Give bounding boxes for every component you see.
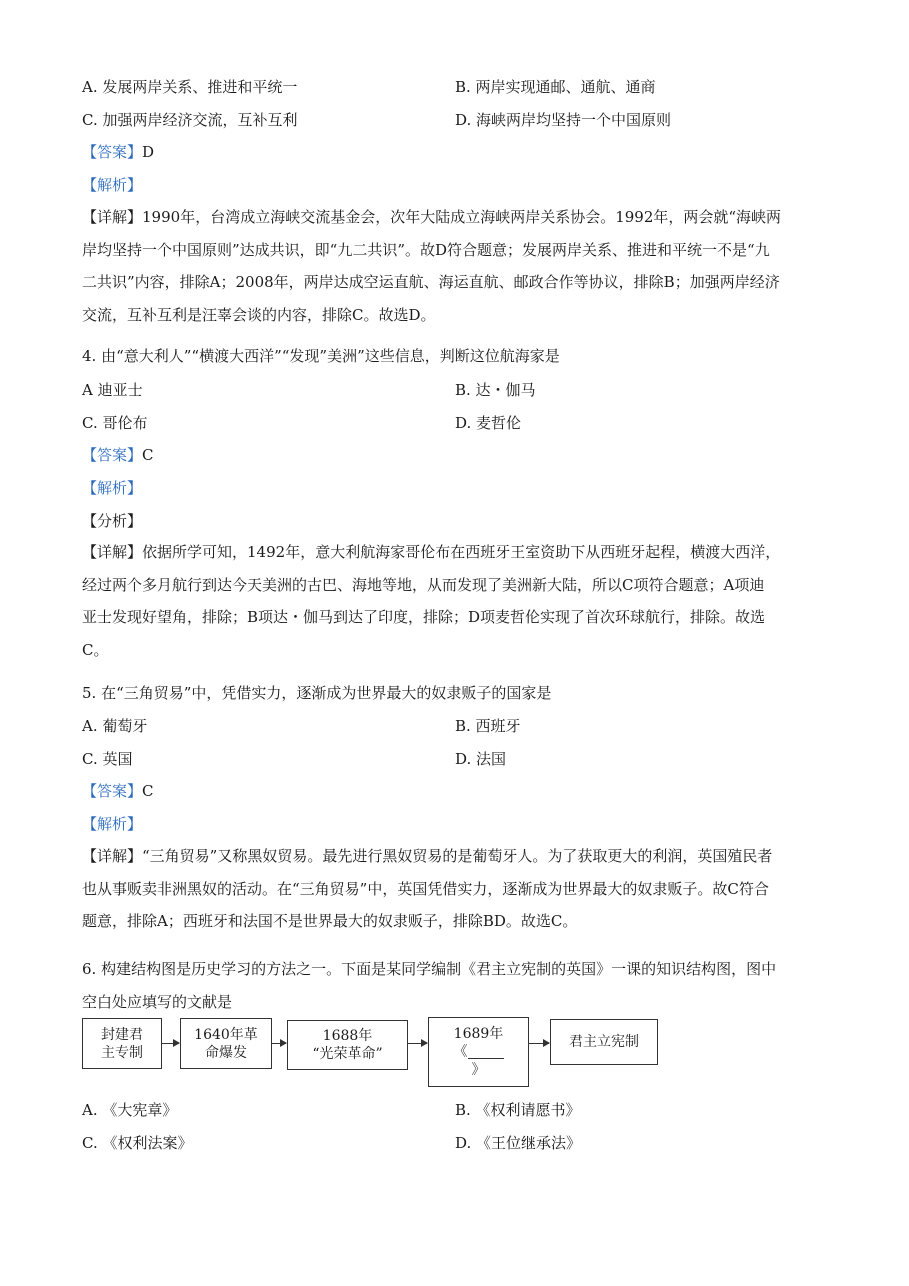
q4-option-d: D. 麦哲伦 — [455, 414, 522, 432]
q6-option-a: A. 《大宪章》 — [82, 1101, 178, 1119]
detail-line: 题意，排除A；西班牙和法国不是世界最大的奴隶贩子，排除BD。故选C。 — [82, 912, 578, 930]
detail-line: 交流，互补互利是汪辜会谈的内容，排除C。故选D。 — [82, 305, 436, 324]
q6-option-d: D. 《王位继承法》 — [455, 1134, 582, 1152]
diagram-box-1640-revolution: 1640年革 命爆发 — [180, 1018, 272, 1069]
q4-analysis-tag: 【解析】 — [82, 479, 143, 497]
arrow-icon — [408, 1043, 427, 1044]
stem-line: 6. 构建结构图是历史学习的方法之一。下面是某同学编制《君主立宪制的英国》一课的知识结构图，图中 — [82, 960, 777, 978]
detail-line: 岸均坚持一个中国原则”达成共识，即“九二共识”。故D符合题意；发展两岸关系、推进和平统一不是“九 — [82, 240, 770, 259]
q5-answer — [82, 781, 154, 801]
stem-line: 空白处应填写的文献是 — [82, 992, 233, 1011]
q5-option-b: B. 西班牙 — [455, 717, 521, 735]
q6-option-c: C. 《权利法案》 — [82, 1134, 193, 1152]
q4-answer — [82, 445, 154, 465]
detail-tag: 【详解】 — [82, 543, 143, 561]
detail-line: 二共识”内容，排除A；2008年，两岸达成空运直航、海运直航、邮政合作等协议，排除B；加强两岸经济 — [82, 273, 780, 291]
q4-option-b: B. 达・伽马 — [455, 381, 536, 399]
detail-tag: 【详解】 — [82, 847, 143, 865]
q3-option-d: D. 海峡两岸均坚持一个中国原则 — [455, 111, 672, 129]
q5-stem: 5. 在“三角贸易”中，凭借实力，逐渐成为世界最大的奴隶贩子的国家是 — [82, 684, 552, 702]
detail-line: 也从事贩卖非洲黑奴的活动。在“三角贸易”中，英国凭借实力，逐渐成为世界最大的奴隶贩子。故C符合 — [82, 879, 769, 898]
answer-value: C — [142, 782, 154, 800]
answer-tag: 【答案】 — [82, 446, 143, 464]
detail-tag: 【详解】 — [82, 208, 143, 226]
detail-line: 【详解】1990年，台湾成立海峡交流基金会，次年大陆成立海峡两岸关系协会。1992年，两会就“海峡两 — [82, 208, 782, 226]
blank-line — [468, 1046, 504, 1059]
q5-option-d: D. 法国 — [455, 750, 507, 768]
q4-fenxi-tag: 【分析】 — [82, 512, 143, 530]
q5-detail — [82, 840, 830, 938]
answer-value: C — [142, 446, 154, 464]
q6-option-b: B. 《权利请愿书》 — [455, 1101, 581, 1119]
q4-detail — [82, 536, 830, 666]
diagram-box-glorious-revolution: 1688年 “光荣革命” — [287, 1020, 408, 1070]
q5-option-c: C. 英国 — [82, 750, 133, 768]
answer-value: D — [142, 143, 155, 161]
q3-analysis-tag: 【解析】 — [82, 176, 143, 194]
detail-line: 亚士发现好望角，排除；B项达・伽马到达了印度，排除；D项麦哲伦实现了首次环球航行，排除。故选 — [82, 608, 766, 626]
answer-tag: 【答案】 — [82, 782, 143, 800]
q5-option-a: A. 葡萄牙 — [82, 717, 148, 735]
q4-stem: 4. 由“意大利人”“横渡大西洋”“发现”美洲”这些信息，判断这位航海家是 — [82, 347, 560, 365]
diagram-box-1689-blank: 1689年 《 》 — [428, 1017, 529, 1087]
q4-option-a: A 迪亚士 — [82, 381, 143, 399]
detail-line: 【详解】依据所学可知，1492年，意大利航海家哥伦布在西班牙王室资助下从西班牙起程，横渡大西洋， — [82, 543, 781, 561]
diagram-box-feudal-autocracy: 封建君 主专制 — [82, 1018, 162, 1069]
answer-tag: 【答案】 — [82, 143, 143, 161]
arrow-icon — [272, 1043, 286, 1044]
q5-analysis-tag: 【解析】 — [82, 815, 143, 833]
q6-stem — [82, 953, 830, 1018]
arrow-icon — [529, 1043, 549, 1044]
q3-answer — [82, 142, 154, 162]
detail-line: C。 — [82, 640, 109, 659]
detail-line: 【详解】“三角贸易”又称黑奴贸易。最先进行黑奴贸易的是葡萄牙人。为了获取更大的利润，英国殖民者 — [82, 847, 773, 865]
arrow-icon — [162, 1043, 179, 1044]
q3-option-a: A. 发展两岸关系、推进和平统一 — [82, 78, 298, 96]
detail-line: 经过两个多月航行到达今天美洲的古巴、海地等地，从而发现了美洲新大陆，所以C项符合题意；A项迪 — [82, 575, 765, 594]
q3-detail — [82, 201, 830, 331]
q4-option-c: C. 哥伦布 — [82, 414, 148, 432]
q3-option-b: B. 两岸实现通邮、通航、通商 — [455, 78, 656, 96]
diagram-box-constitutional-monarchy: 君主立宪制 — [550, 1019, 658, 1065]
q3-option-c: C. 加强两岸经济交流，互补互利 — [82, 111, 298, 129]
